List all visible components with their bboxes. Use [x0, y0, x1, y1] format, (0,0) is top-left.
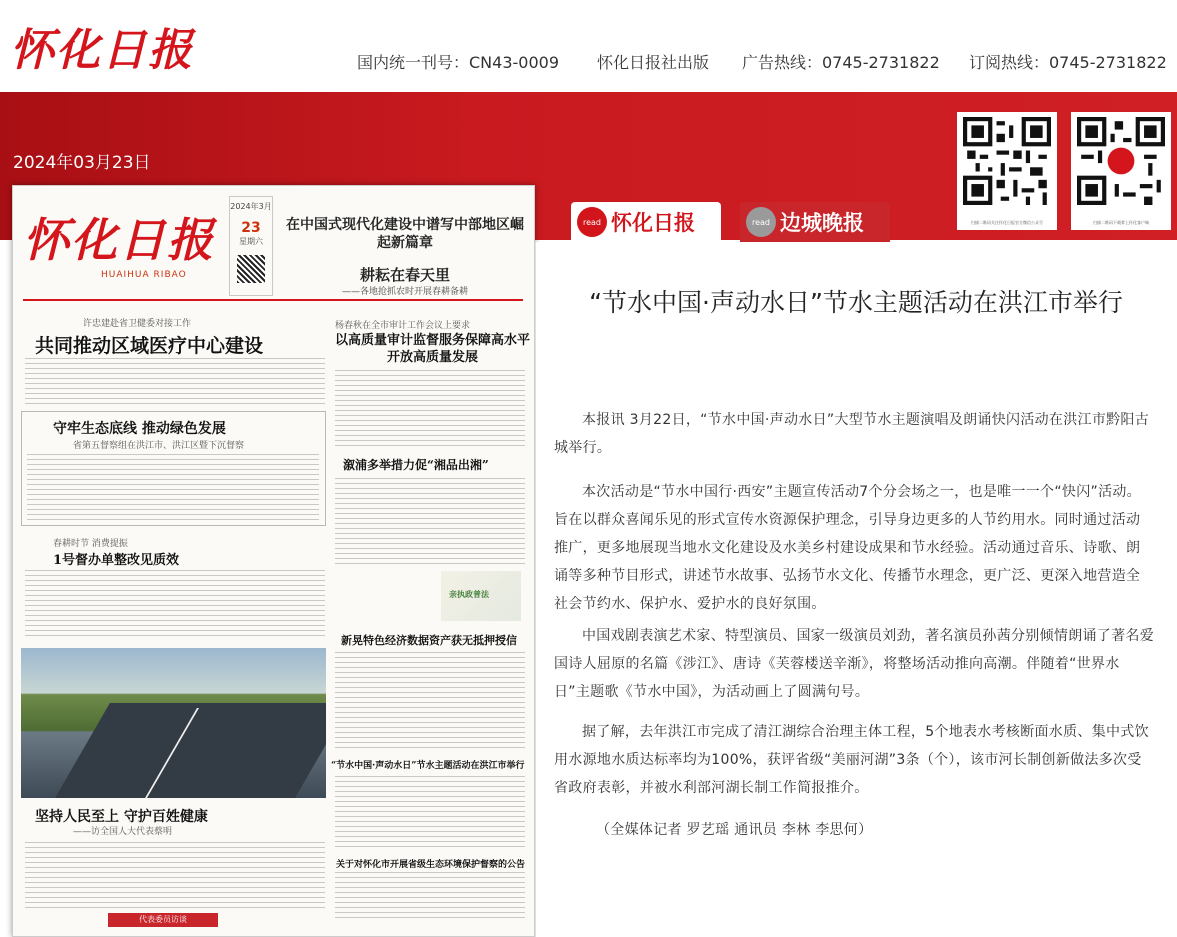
np-text-block	[27, 454, 319, 522]
wechat-qr-code	[957, 112, 1057, 230]
np-headline-top[interactable]: 在中国式现代化建设中谱写中部地区崛起新篇章	[286, 217, 524, 251]
np-xupu-headline[interactable]: 溆浦多举措力促“湘品出湘”	[343, 458, 489, 472]
qr-code-icon	[963, 117, 1051, 205]
np-text-block	[335, 478, 525, 568]
np-text-block	[335, 370, 525, 450]
article-paragraph: 本次活动是“节水中国行·西安”主题宣传活动7个分会场之一，也是唯一一个“快闪”活动。旨在以群众喜闻乐见的形式宣传水资源保护理念，引导身边更多的人节约用水。同时通过活动推广，更多地展现当地水文化建设及水美乡村建设成果和节水经验。活动通过音乐、诗歌、朗诵等多种节目形式，讲述节水故事、弘扬节水文化、传播节水理念，更广泛、更深入地营造全社会节约水、保护水、爱护水的良好氛围。	[554, 484, 1141, 612]
site-logo[interactable]: 怀化日报	[10, 25, 194, 76]
np-road-photo[interactable]	[21, 648, 326, 798]
np-data-headline[interactable]: 新晃特色经济数据资产获无抵押授信	[341, 634, 517, 647]
np-text-block	[25, 842, 325, 908]
article-byline: （全媒体记者 罗艺瑶 通讯员 李林 李思何）	[596, 822, 873, 838]
np-text-block	[335, 652, 525, 752]
datebox-day: 23	[241, 220, 261, 236]
np-notice-headline[interactable]: 关于对怀化市开展省级生态环境保护督察的公告	[335, 860, 525, 870]
tab-huaihua-daily[interactable]	[571, 202, 721, 242]
tab-label: 怀化日报	[611, 210, 695, 235]
article-panel	[535, 242, 1177, 937]
np-green-headline[interactable]: 守牢生态底线 推动绿色发展	[53, 421, 226, 437]
qr-caption: 扫描二维码下载掌上怀化客户端	[1093, 220, 1149, 225]
np-text-block	[25, 358, 325, 406]
np-text-block	[25, 570, 325, 640]
issue-date: 2024年03月23日	[13, 153, 151, 173]
read-badge-icon: read	[746, 207, 776, 237]
np-inspection-kicker: 春耕时节 消费提振	[53, 539, 128, 549]
site-header	[0, 0, 1177, 92]
tab-biancheng-evening[interactable]	[740, 202, 890, 242]
datebox-weekday: 星期六	[239, 237, 263, 246]
qr-caption: 扫描二维码关注怀化日报官方微信公众号	[971, 220, 1043, 225]
np-people-sub: ——访全国人大代表蔡明	[73, 827, 173, 837]
article-paragraph: 中国戏剧表演艺术家、特型演员、国家一级演员刘劲，著名演员孙茜分别倾情朗诵了著名爱国诗人屈原的名篇《涉江》、唐诗《芙蓉楼送辛渐》，将整场活动推向高潮。伴随着“世界水日”主题歌《节水中国》，为活动画上了圆满句号。	[554, 628, 1154, 700]
article-paragraph: 本报讯 3月22日，“节水中国·声动水日”大型节水主题演唱及朗诵快闪活动在洪江市黔阳古城举行。	[554, 412, 1150, 456]
datebox-month: 2024年3月	[230, 202, 272, 211]
qr-code-icon	[1077, 117, 1165, 205]
np-right-headline[interactable]: 以高质量审计监督服务保障高水平开放高质量发展	[335, 333, 531, 365]
np-ad-text: 亲执政普法	[449, 590, 489, 599]
photo-road	[52, 703, 326, 798]
newspaper-page[interactable]	[12, 185, 535, 937]
mini-qr-icon	[237, 255, 265, 283]
read-badge-icon: read	[577, 207, 607, 237]
newspaper-datebox	[229, 196, 273, 296]
np-text-block	[335, 872, 525, 920]
np-rep-tag: 代表委员访谈	[108, 913, 218, 927]
np-water-headline[interactable]: “节水中国·声动水日”节水主题活动在洪江市举行	[331, 761, 525, 771]
np-headline-spring-sub: ——各地抢抓农时开展春耕备耕	[341, 287, 468, 297]
np-lead-kicker: 许忠建赴省卫健委对接工作	[83, 319, 192, 329]
np-text-block	[335, 776, 525, 851]
issn-text: 国内统一刊号：CN43-0009	[357, 53, 559, 72]
subscribe-hotline-text: 订阅热线：0745-2731822	[969, 53, 1167, 72]
np-headline-spring[interactable]: 耕耘在春天里	[359, 266, 450, 284]
np-ad-block	[441, 571, 521, 621]
newspaper-masthead: 怀化日报	[23, 213, 215, 267]
article-title: “节水中国·声动水日”节水主题活动在洪江市举行	[589, 288, 1123, 317]
ad-hotline-text: 广告热线：0745-2731822	[742, 53, 940, 72]
publisher-text: 怀化日报社出版	[597, 53, 710, 72]
np-green-sub: 省第五督察组在洪江市、洪江区暨下沉督察	[73, 441, 245, 451]
app-qr-code	[1071, 112, 1171, 230]
article-paragraph: 据了解，去年洪江市完成了清江湖综合治理主体工程，5个地表水考核断面水质、集中式饮用水源地水质达标率均为100%，获评省级“美丽河湖”3条（个），该市河长制创新做法多次受省政府表彰，并被水利部河湖长制工作简报推介。	[554, 724, 1149, 796]
tab-label: 边城晚报	[780, 210, 864, 235]
np-people-headline[interactable]: 坚持人民至上 守护百姓健康	[35, 809, 208, 825]
np-inspection-headline[interactable]: 1号督办单整改见质效	[53, 553, 180, 568]
masthead-pinyin: HUAIHUA RIBAO	[101, 270, 187, 280]
np-right-kicker: 杨春秋在全市审计工作会议上要求	[335, 321, 471, 331]
np-lead-headline[interactable]: 共同推动区域医疗中心建设	[35, 335, 264, 357]
masthead-rule	[23, 299, 523, 301]
